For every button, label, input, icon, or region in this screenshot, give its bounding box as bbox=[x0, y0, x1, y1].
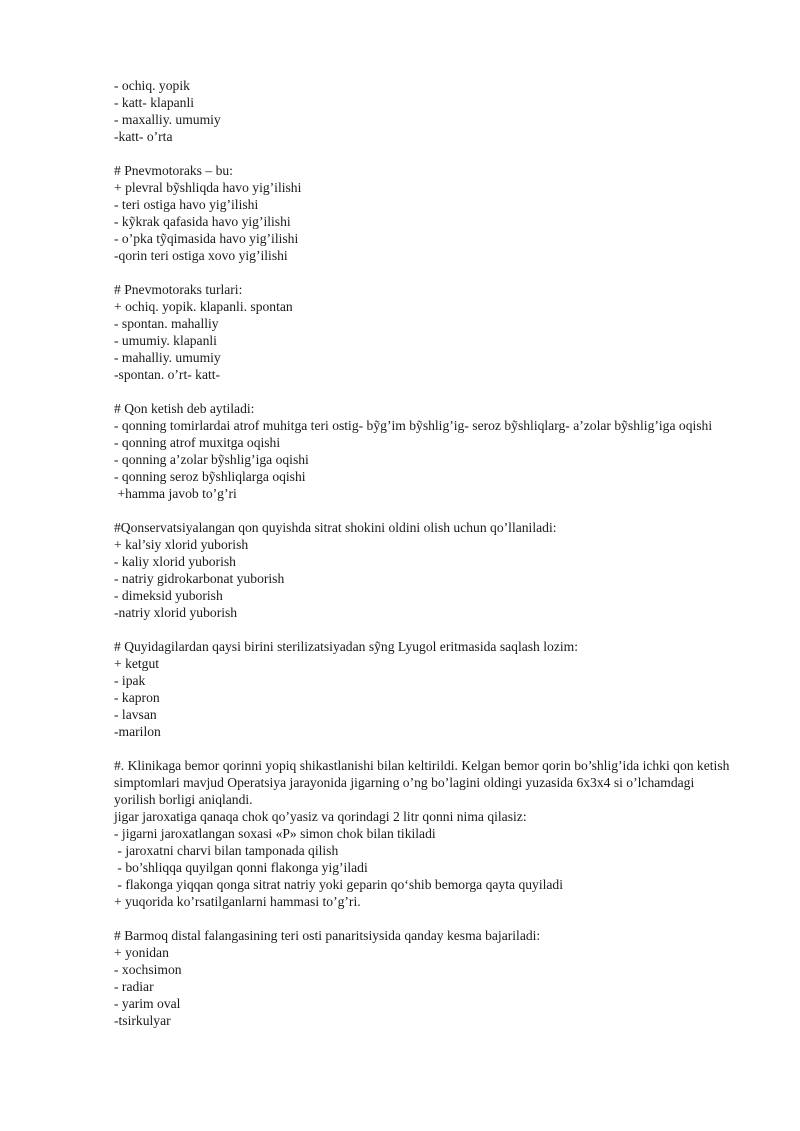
text-block-1 bbox=[114, 77, 738, 145]
document-page bbox=[114, 77, 738, 1046]
answer-option: - kaliy xlorid yuborish bbox=[114, 554, 236, 569]
answer-option: - qonning a’zolar bỹshlig’iga oqishi bbox=[114, 452, 309, 467]
text-line: - katt- klapanli bbox=[114, 95, 195, 110]
question-title: # Qon ketish deb aytiladi: bbox=[114, 401, 255, 416]
answer-option: - jaroxatni charvi bilan tamponada qilish bbox=[114, 843, 339, 858]
answer-option: - ipak bbox=[114, 673, 146, 688]
answer-option: - qonning tomirlardai atrof muhitga teri ostig- bỹg’im bỹshlig’ig- seroz bỹshliqlarg- a’zolar bỹshlig’iga oqishi bbox=[114, 418, 713, 433]
answer-option: -natriy xlorid yuborish bbox=[114, 605, 238, 620]
answer-option: - teri ostiga havo yig’ilishi bbox=[114, 197, 259, 212]
answer-option: + ketgut bbox=[114, 656, 160, 671]
question-pnevmotoraks-turlari bbox=[114, 281, 738, 383]
answer-option: -qorin teri ostiga xovo yig’ilishi bbox=[114, 248, 288, 263]
text-line: -katt- o’rta bbox=[114, 129, 173, 144]
text-line: - maxalliy. umumiy bbox=[114, 112, 221, 127]
question-title: #Qonservatsiyalangan qon quyishda sitrat shokini oldini olish uchun qo’llaniladi: bbox=[114, 520, 557, 535]
question-panaritsiy-kesma bbox=[114, 927, 738, 1029]
question-title: # Pnevmotoraks turlari: bbox=[114, 282, 243, 297]
answer-option: - flakonga yiqqan qonga sitrat natriy yoki geparin qo‘shib bemorga qayta quyiladi bbox=[114, 877, 563, 892]
answer-option: - kapron bbox=[114, 690, 160, 705]
question-lyugol-eritmasi bbox=[114, 638, 738, 740]
answer-option: - xochsimon bbox=[114, 962, 182, 977]
answer-option: + yonidan bbox=[114, 945, 169, 960]
answer-option: + plevral bỹshliqda havo yig’ilishi bbox=[114, 180, 302, 195]
answer-option: - umumiy. klapanli bbox=[114, 333, 217, 348]
question-title: # Barmoq distal falangasining teri osti panaritsiysida qanday kesma bajariladi: bbox=[114, 928, 541, 943]
answer-option: + ochiq. yopik. klapanli. spontan bbox=[114, 299, 293, 314]
answer-option: - dimeksid yuborish bbox=[114, 588, 223, 603]
text-line: - ochiq. yopik bbox=[114, 78, 190, 93]
question-jigar-jaroxati bbox=[114, 757, 738, 910]
answer-option: - spontan. mahalliy bbox=[114, 316, 219, 331]
question-pnevmotoraks bbox=[114, 162, 738, 264]
answer-option: - qonning atrof muxitga oqishi bbox=[114, 435, 281, 450]
question-sitrat-shoki bbox=[114, 519, 738, 621]
answer-option: -marilon bbox=[114, 724, 161, 739]
answer-option: - o’pka tỹqimasida havo yig’ilishi bbox=[114, 231, 299, 246]
question-qon-ketish bbox=[114, 400, 738, 502]
question-title: # Pnevmotoraks – bu: bbox=[114, 163, 233, 178]
answer-option: + yuqorida ko’rsatilganlarni hammasi to’g’ri. bbox=[114, 894, 361, 909]
answer-option: - lavsan bbox=[114, 707, 157, 722]
answer-option: +hamma javob to’g’ri bbox=[114, 486, 237, 501]
question-title: # Quyidagilardan qaysi birini sterilizatsiyadan sỹng Lyugol eritmasida saqlash lozim: bbox=[114, 639, 578, 654]
answer-option: - yarim oval bbox=[114, 996, 181, 1011]
answer-option: -tsirkulyar bbox=[114, 1013, 171, 1028]
answer-option: - qonning seroz bỹshliqlarga oqishi bbox=[114, 469, 306, 484]
question-subtitle: jigar jaroxatiga qanaqa chok qo’yasiz va qorindagi 2 litr qonni nima qilasiz: bbox=[114, 809, 527, 824]
answer-option: - jigarni jaroxatlangan soxasi «P» simon chok bilan tikiladi bbox=[114, 826, 436, 841]
answer-option: - bo’shliqqa quyilgan qonni flakonga yig’iladi bbox=[114, 860, 368, 875]
answer-option: -spontan. o’rt- katt- bbox=[114, 367, 221, 382]
question-title: #. Klinikaga bemor qorinni yopiq shikastlanishi bilan keltirildi. Kelgan bemor qorin bo’shlig’ida ichki qon ketish simptomlari mavjud Operatsiya jarayonida jigarning o’ng bo’lagini oldingi yuzasida 6x3x4 si o’lchamdagi yorilish borligi aniqlandi. bbox=[114, 758, 733, 807]
answer-option: - kỹkrak qafasida havo yig’ilishi bbox=[114, 214, 291, 229]
answer-option: + kal’siy xlorid yuborish bbox=[114, 537, 249, 552]
answer-option: - radiar bbox=[114, 979, 154, 994]
answer-option: - mahalliy. umumiy bbox=[114, 350, 221, 365]
answer-option: - natriy gidrokarbonat yuborish bbox=[114, 571, 285, 586]
